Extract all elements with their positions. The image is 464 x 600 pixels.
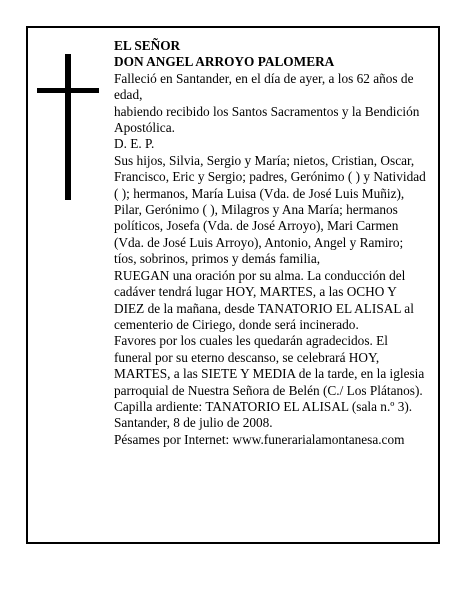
obituary-text	[114, 38, 426, 448]
sacraments-paragraph: habiendo recibido los Santos Sacramentos y la Bendición Apostólica.	[114, 103, 420, 136]
date-line: Santander, 8 de julio de 2008.	[114, 415, 273, 431]
deceased-name: DON ANGEL ARROYO PALOMERA	[114, 54, 335, 70]
dep-line: D. E. P.	[114, 136, 155, 152]
funeral-paragraph: Favores por los cuales les quedarán agradecidos. El funeral por su eterno descanso, se celebrará HOY, MARTES, a las SIETE Y MEDIA de la tarde, en la iglesia parroquial de Nuestra Señora de Belén (C./ Los Plátanos). Capilla ardiente: TANATORIO EL ALISAL (sala n.º 3).	[114, 333, 425, 414]
condolences-line: Pésames por Internet: www.funerarialamontanesa.com	[114, 431, 405, 447]
cross-vertical-bar	[65, 54, 71, 200]
procession-paragraph: RUEGAN una oración por su alma. La conducción del cadáver tendrá lugar HOY, MARTES, a las OCHO Y DIEZ de la mañana, desde TANATORIO EL ALISAL al cementerio de Ciriego, donde será incinerado.	[114, 267, 414, 332]
cross-horizontal-bar	[37, 88, 99, 93]
family-paragraph: Sus hijos, Silvia, Sergio y María; nietos, Cristian, Oscar, Francisco, Eric y Sergio; padres, Gerónimo ( ) y Natividad ( ); hermanos, María Luisa (Vda. de José Luis Muñiz), Pilar, Gerónimo ( ), Milagros y Ana María; hermanos políticos, Josefa (Vda. de José Arroyo), Mari Carmen (Vda. de José Luis Arroyo), Antonio, Angel y Ramiro; tíos, sobrinos, primos y demás familia,	[114, 152, 426, 267]
death-announcement: Falleció en Santander, en el día de ayer, a los 62 años de edad,	[114, 70, 414, 103]
cross-icon	[37, 54, 99, 200]
notice-heading-title: EL SEÑOR	[114, 38, 181, 53]
